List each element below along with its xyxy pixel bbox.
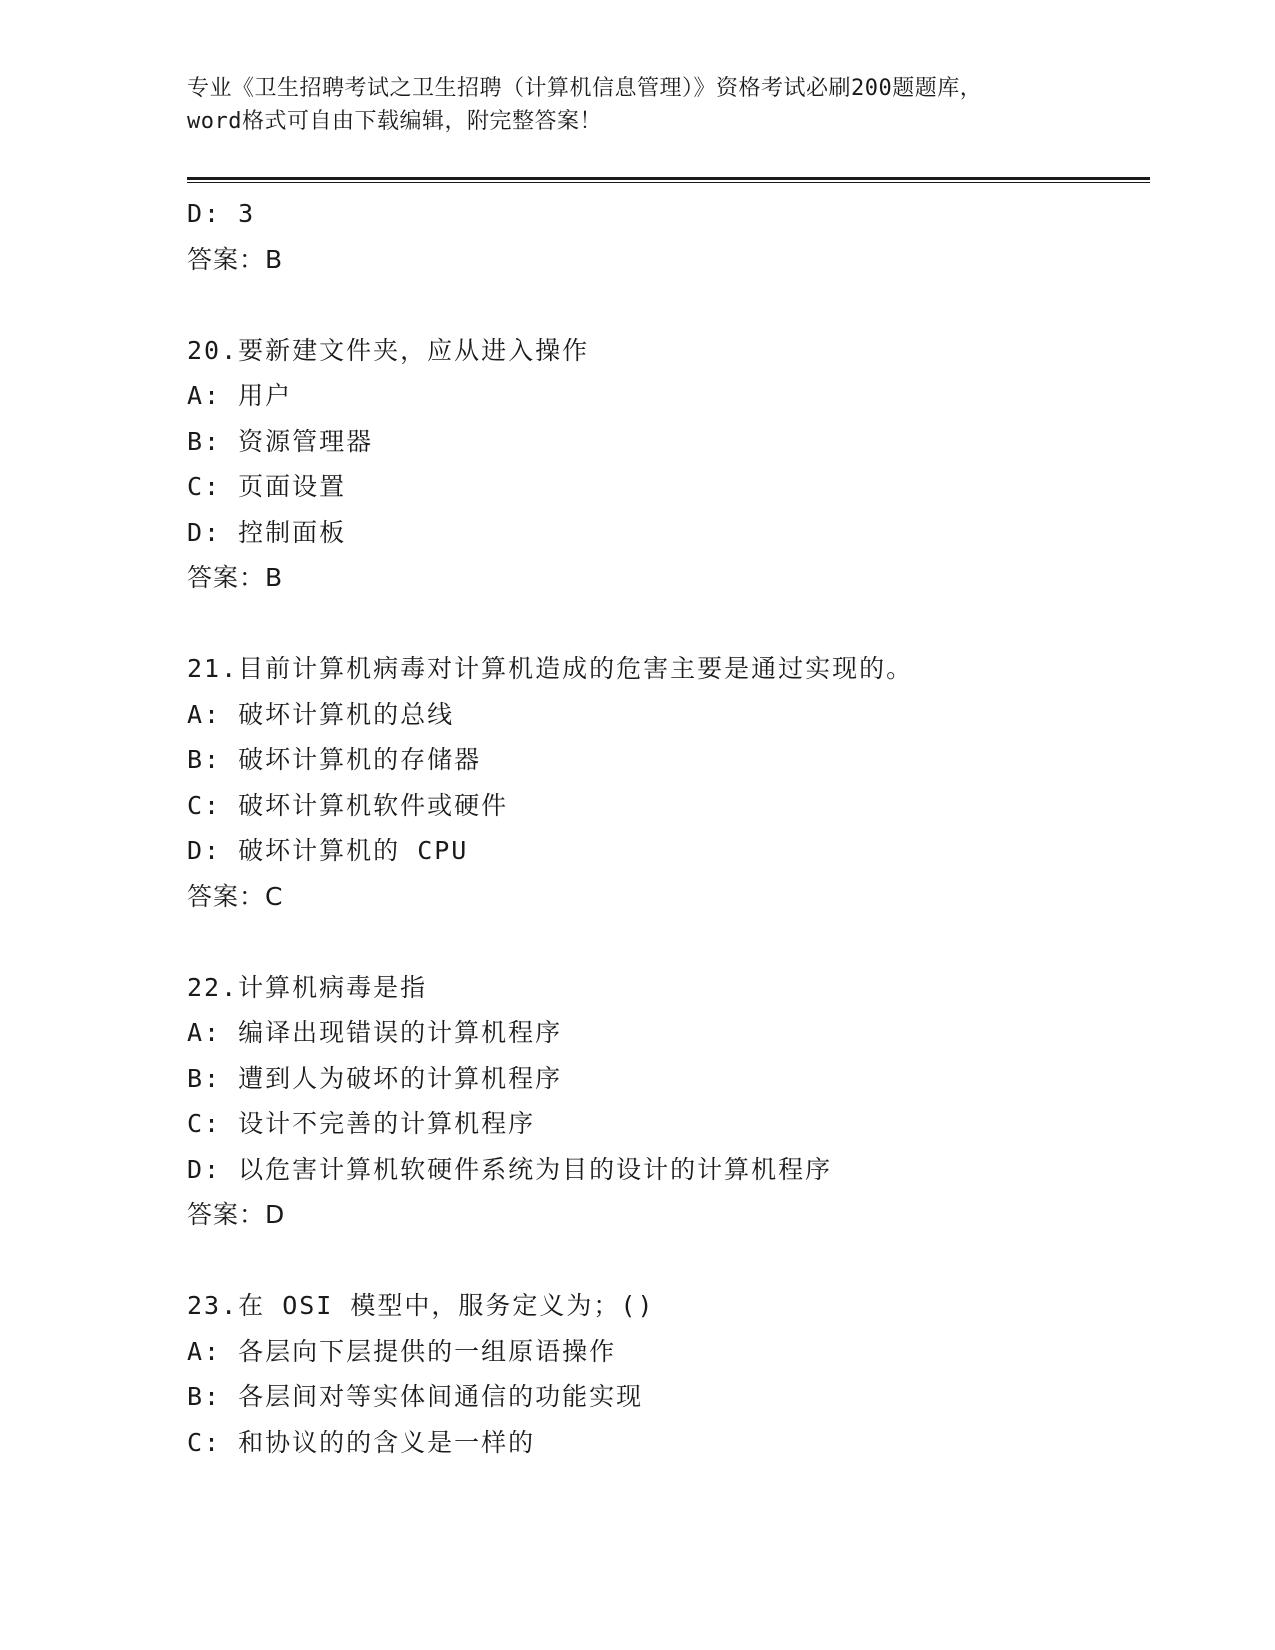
spacer (187, 919, 1147, 965)
answer-line: 答案：D (187, 1200, 286, 1229)
question-21 (187, 646, 1147, 919)
option-a: A: 破坏计算机的总线 (187, 699, 455, 729)
option-b: B: 遭到人为破坏的计算机程序 (187, 1063, 563, 1093)
question-stem: 23.在 OSI 模型中，服务定义为；() (187, 1291, 655, 1320)
option-d: D: 3 (187, 199, 256, 228)
question-list (187, 191, 1147, 1465)
option-b: B: 资源管理器 (187, 426, 374, 456)
question-stem: 21.目前计算机病毒对计算机造成的危害主要是通过实现的。 (187, 654, 914, 683)
header-divider-thin (187, 182, 1150, 183)
option-c: C: 和协议的的含义是一样的 (187, 1427, 536, 1457)
question-20 (187, 328, 1147, 601)
spacer (187, 282, 1147, 328)
option-b: B: 破坏计算机的存储器 (187, 745, 482, 774)
answer-line: 答案：B (187, 563, 284, 592)
answer-line: 答案：C (187, 881, 284, 911)
spacer (187, 601, 1147, 647)
header-title-line-1: 专业《卫生招聘考试之卫生招聘（计算机信息管理）》资格考试必刷200题题库， (187, 76, 983, 101)
header-title-line-2: word格式可自由下载编辑，附完整答案！ (187, 109, 602, 134)
question-stem: 20.要新建文件夹，应从进入操作 (187, 335, 590, 365)
option-d: D: 控制面板 (187, 517, 347, 547)
spacer (187, 1238, 1147, 1284)
previous-question-tail (187, 191, 1147, 282)
option-d: D: 破坏计算机的 CPU (187, 836, 469, 865)
option-c: C: 破坏计算机软件或硬件 (187, 790, 509, 820)
option-c: C: 页面设置 (187, 472, 347, 501)
option-c: C: 设计不完善的计算机程序 (187, 1109, 536, 1138)
option-a: A: 编译出现错误的计算机程序 (187, 1018, 563, 1047)
answer-line: 答案：B (187, 244, 284, 274)
question-stem: 22.计算机病毒是指 (187, 972, 428, 1002)
question-23 (187, 1283, 1147, 1465)
question-22 (187, 965, 1147, 1238)
option-b: B: 各层间对等实体间通信的功能实现 (187, 1382, 644, 1411)
option-d: D: 以危害计算机软硬件系统为目的设计的计算机程序 (187, 1154, 833, 1184)
option-a: A: 各层向下层提供的一组原语操作 (187, 1336, 617, 1366)
document-header (187, 72, 1087, 138)
option-a: A: 用户 (187, 381, 293, 410)
header-divider-thick (187, 177, 1150, 180)
